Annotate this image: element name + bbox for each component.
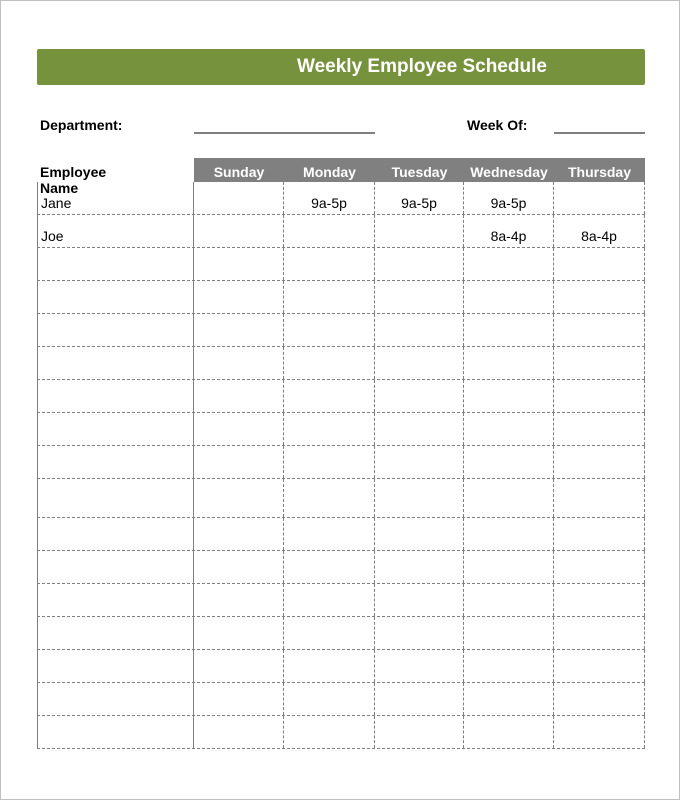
employee-name-cell[interactable] (37, 584, 194, 616)
table-row (37, 446, 645, 479)
shift-cell-tuesday[interactable] (375, 380, 464, 412)
employee-name-cell[interactable] (37, 650, 194, 682)
shift-cell-monday[interactable] (284, 281, 375, 313)
shift-cell-sunday[interactable] (194, 551, 284, 583)
shift-cell-sunday[interactable] (194, 683, 284, 715)
header-wednesday: Wednesday (464, 158, 554, 182)
employee-name-cell[interactable] (37, 479, 194, 517)
shift-cell-sunday[interactable] (194, 446, 284, 478)
shift-cell-monday[interactable] (284, 215, 375, 247)
table-row (37, 551, 645, 584)
table-row (37, 215, 645, 248)
shift-cell-thursday[interactable] (554, 281, 645, 313)
employee-name-cell[interactable] (37, 518, 194, 550)
shift-cell-wednesday[interactable] (464, 248, 554, 280)
shift-cell-tuesday[interactable] (375, 584, 464, 616)
shift-cell-sunday[interactable] (194, 650, 284, 682)
shift-cell-sunday[interactable] (194, 716, 284, 748)
employee-name-cell[interactable] (37, 380, 194, 412)
table-row (37, 248, 645, 281)
table-row (37, 650, 645, 683)
shift-cell-monday[interactable] (284, 479, 375, 517)
shift-cell-thursday[interactable] (554, 413, 645, 445)
table-row (37, 182, 645, 215)
shift-cell-sunday[interactable] (194, 479, 284, 517)
shift-cell-sunday[interactable] (194, 617, 284, 649)
shift-cell-monday[interactable] (284, 314, 375, 346)
shift-time: 9a-5p (311, 195, 347, 211)
shift-cell-sunday[interactable] (194, 182, 284, 214)
shift-cell-wednesday[interactable] (464, 584, 554, 616)
shift-cell-thursday[interactable] (554, 518, 645, 550)
shift-cell-tuesday[interactable] (375, 182, 464, 214)
shift-cell-sunday[interactable] (194, 584, 284, 616)
shift-cell-monday[interactable] (284, 716, 375, 748)
employee-name-cell[interactable] (37, 683, 194, 715)
shift-cell-monday[interactable] (284, 182, 375, 214)
shift-time: 8a-4p (581, 228, 617, 244)
shift-cell-tuesday[interactable] (375, 248, 464, 280)
shift-cell-monday[interactable] (284, 551, 375, 583)
shift-cell-thursday[interactable] (554, 479, 645, 517)
shift-cell-thursday[interactable] (554, 617, 645, 649)
shift-cell-tuesday[interactable] (375, 446, 464, 478)
title-bar (37, 49, 645, 85)
shift-cell-wednesday[interactable] (464, 314, 554, 346)
shift-cell-wednesday[interactable] (464, 380, 554, 412)
shift-cell-thursday[interactable] (554, 215, 645, 247)
shift-cell-tuesday[interactable] (375, 650, 464, 682)
header-sunday: Sunday (194, 158, 284, 182)
employee-name-cell[interactable] (37, 347, 194, 379)
shift-cell-sunday[interactable] (194, 380, 284, 412)
shift-cell-sunday[interactable] (194, 314, 284, 346)
table-row (37, 380, 645, 413)
shift-cell-monday[interactable] (284, 248, 375, 280)
department-label: Department: (40, 117, 123, 133)
shift-time: 9a-5p (490, 195, 527, 211)
shift-cell-sunday[interactable] (194, 281, 284, 313)
shift-cell-monday[interactable] (284, 518, 375, 550)
employee-name-cell[interactable] (37, 281, 194, 313)
shift-cell-tuesday[interactable] (375, 413, 464, 445)
employee-name-cell[interactable] (37, 446, 194, 478)
table-row (37, 314, 645, 347)
shift-cell-thursday[interactable] (554, 650, 645, 682)
shift-cell-wednesday[interactable] (464, 551, 554, 583)
employee-name-cell[interactable] (37, 716, 194, 748)
header-monday: Monday (284, 158, 375, 182)
shift-cell-sunday[interactable] (194, 413, 284, 445)
shift-cell-tuesday[interactable] (375, 479, 464, 517)
shift-cell-wednesday[interactable] (464, 683, 554, 715)
shift-cell-sunday[interactable] (194, 518, 284, 550)
shift-cell-tuesday[interactable] (375, 617, 464, 649)
shift-cell-monday[interactable] (284, 380, 375, 412)
header-tuesday: Tuesday (375, 158, 464, 182)
shift-cell-wednesday[interactable] (464, 518, 554, 550)
table-row (37, 518, 645, 551)
shift-cell-tuesday[interactable] (375, 518, 464, 550)
page-title: Weekly Employee Schedule (297, 56, 547, 77)
shift-cell-monday[interactable] (284, 584, 375, 616)
shift-cell-monday[interactable] (284, 617, 375, 649)
shift-cell-thursday[interactable] (554, 314, 645, 346)
table-row (37, 413, 645, 446)
table-row (37, 617, 645, 650)
shift-cell-thursday[interactable] (554, 380, 645, 412)
shift-cell-wednesday[interactable] (464, 281, 554, 313)
employee-name-header: Employee Name (40, 164, 107, 196)
table-row (37, 584, 645, 617)
table-row (37, 281, 645, 314)
shift-cell-tuesday[interactable] (375, 683, 464, 715)
shift-cell-tuesday[interactable] (375, 551, 464, 583)
shift-time: 9a-5p (401, 195, 437, 211)
shift-cell-wednesday[interactable] (464, 215, 554, 247)
shift-cell-thursday[interactable] (554, 182, 645, 214)
table-row (37, 347, 645, 380)
shift-cell-thursday[interactable] (554, 584, 645, 616)
shift-cell-thursday[interactable] (554, 248, 645, 280)
shift-cell-sunday[interactable] (194, 248, 284, 280)
employee-name-cell[interactable] (37, 551, 194, 583)
shift-cell-tuesday[interactable] (375, 716, 464, 748)
employee-name: Joe (41, 228, 64, 244)
shift-cell-thursday[interactable] (554, 347, 645, 379)
shift-cell-thursday[interactable] (554, 683, 645, 715)
week-of-field[interactable] (554, 132, 645, 134)
shift-cell-monday[interactable] (284, 446, 375, 478)
shift-cell-tuesday[interactable] (375, 347, 464, 379)
employee-name-cell[interactable] (37, 617, 194, 649)
department-field[interactable] (194, 132, 375, 134)
employee-name-cell[interactable] (37, 248, 194, 280)
shift-time: 8a-4p (490, 228, 527, 244)
shift-cell-wednesday[interactable] (464, 479, 554, 517)
shift-cell-wednesday[interactable] (464, 446, 554, 478)
shift-cell-tuesday[interactable] (375, 281, 464, 313)
shift-cell-sunday[interactable] (194, 347, 284, 379)
employee-name-cell[interactable] (37, 413, 194, 445)
header-thursday: Thursday (554, 158, 645, 182)
shift-cell-monday[interactable] (284, 413, 375, 445)
shift-cell-tuesday[interactable] (375, 314, 464, 346)
shift-cell-thursday[interactable] (554, 551, 645, 583)
employee-name-cell[interactable] (37, 215, 194, 247)
shift-cell-monday[interactable] (284, 683, 375, 715)
shift-cell-wednesday[interactable] (464, 182, 554, 214)
shift-cell-thursday[interactable] (554, 446, 645, 478)
shift-cell-wednesday[interactable] (464, 650, 554, 682)
table-row (37, 683, 645, 716)
employee-name: Jane (41, 195, 72, 211)
week-of-label: Week Of: (467, 117, 528, 133)
shift-cell-thursday[interactable] (554, 716, 645, 748)
table-row (37, 479, 645, 518)
employee-name-cell[interactable] (37, 182, 194, 214)
shift-cell-wednesday[interactable] (464, 347, 554, 379)
shift-cell-wednesday[interactable] (464, 716, 554, 748)
shift-cell-monday[interactable] (284, 650, 375, 682)
shift-cell-monday[interactable] (284, 347, 375, 379)
shift-cell-wednesday[interactable] (464, 617, 554, 649)
employee-name-cell[interactable] (37, 314, 194, 346)
table-row (37, 716, 645, 749)
shift-cell-tuesday[interactable] (375, 215, 464, 247)
shift-cell-wednesday[interactable] (464, 413, 554, 445)
shift-cell-sunday[interactable] (194, 215, 284, 247)
